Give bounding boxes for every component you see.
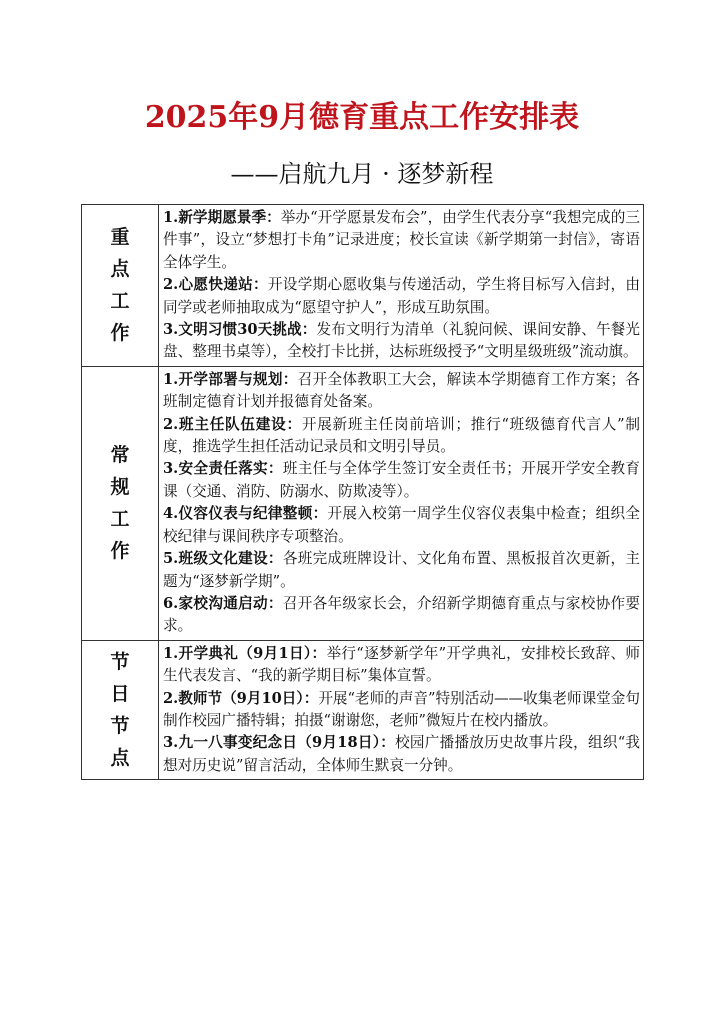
page-title: 2025年9月德育重点工作安排表: [144, 100, 580, 135]
list-item: [163, 503, 640, 548]
list-item: [163, 274, 640, 319]
item-heading: 1.开学典礼（9月1日）：: [163, 644, 327, 662]
category-char: 点: [110, 746, 130, 769]
item-heading: 2.班主任队伍建设：: [163, 415, 302, 433]
category-char: 节: [110, 650, 130, 673]
item-heading: 3.文明习惯30天挑战：: [163, 321, 317, 339]
content-cell: [159, 366, 644, 640]
item-heading: 5.班级文化建设：: [163, 550, 283, 568]
item-heading: 2.心愿快递站：: [163, 276, 268, 294]
item-text: 召开全体教职工大会，解读本学期德育工作方案；各班制定德育计划并报德育处备案。: [163, 370, 640, 411]
category-char: 工: [110, 508, 130, 531]
category-cell: [82, 366, 159, 640]
table-row: [82, 205, 644, 367]
list-item: [163, 593, 640, 638]
category-char: 重: [110, 226, 130, 249]
item-heading: 3.九一八事变纪念日（9月18日）：: [163, 734, 396, 752]
category-char: 作: [110, 540, 130, 563]
list-item: [163, 548, 640, 593]
list-item: [163, 369, 640, 414]
category-char: 常: [110, 444, 130, 467]
list-item: [163, 732, 640, 777]
list-item: [163, 319, 640, 364]
list-item: [163, 688, 640, 733]
category-char: 作: [110, 322, 130, 345]
item-heading: 3.安全责任落实：: [163, 460, 283, 478]
category-char: 规: [110, 476, 130, 499]
item-heading: 1.开学部署与规划：: [163, 370, 298, 388]
category-char: 工: [110, 290, 130, 313]
item-heading: 2.教师节（9月10日）：: [163, 689, 319, 707]
category-cell: [82, 205, 159, 367]
item-text: 举办“开学愿景发布会”，由学生代表分享“我想完成的三件事”，设立“梦想打卡角”记录进度；校长宣读《新学期第一封信》，寄语全体学生。: [163, 209, 640, 271]
item-text: 开展入校第一周学生仪容仪表集中检查；组织全校纪律与课间秩序专项整治。: [163, 505, 640, 545]
item-text: 班主任与全体学生签订安全责任书；开展开学安全教育课（交通、消防、防溺水、防欺凌等）。: [163, 460, 640, 500]
content-cell: [159, 640, 644, 779]
item-heading: 6.家校沟通启动：: [163, 594, 283, 612]
list-item: [163, 414, 640, 459]
category-char: 点: [110, 258, 130, 281]
item-text: 开设学期心愿收集与传递活动，学生将目标写入信封，由同学或老师抽取成为“愿望守护人”，形成互助氛围。: [163, 276, 640, 316]
list-item: [163, 643, 640, 688]
item-text: 校园广播播放历史故事片段，组织“我想对历史说”留言活动，全体师生默哀一分钟。: [163, 734, 640, 774]
schedule-table: [81, 204, 644, 780]
category-char: 节: [110, 714, 130, 737]
item-text: 举行“逐梦新学年”开学典礼，安排校长致辞、师生代表发言、“我的新学期目标”集体宣誓。: [163, 644, 640, 685]
item-text: 各班完成班牌设计、文化角布置、黑板报首次更新，主题为“逐梦新学期”。: [163, 550, 640, 590]
content-cell: [159, 205, 644, 367]
item-text: 发布文明行为清单（礼貌问候、课间安静、午餐光盘、整理书桌等），全校打卡比拼，达标班级授予“文明星级班级”流动旗。: [163, 321, 640, 361]
item-text: 开展“老师的声音”特别活动——收集老师课堂金句制作校园广播特辑；拍摄“谢谢您，老师”微短片在校内播放。: [163, 689, 640, 729]
page-subtitle: ——启航九月 · 逐梦新程: [230, 160, 494, 188]
category-char: 日: [110, 682, 130, 705]
list-item: [163, 207, 640, 274]
table-row: [82, 366, 644, 640]
item-heading: 4.仪容仪表与纪律整顿：: [163, 505, 328, 523]
item-heading: 1.新学期愿景季：: [163, 209, 281, 226]
item-text: 召开各年级家长会，介绍新学期德育重点与家校协作要求。: [163, 594, 640, 635]
item-text: 开展新班主任岗前培训；推行“班级德育代言人”制度，推选学生担任活动记录员和文明引导员。: [163, 415, 640, 456]
category-cell: [82, 640, 159, 779]
table-row: [82, 640, 644, 779]
list-item: [163, 458, 640, 503]
